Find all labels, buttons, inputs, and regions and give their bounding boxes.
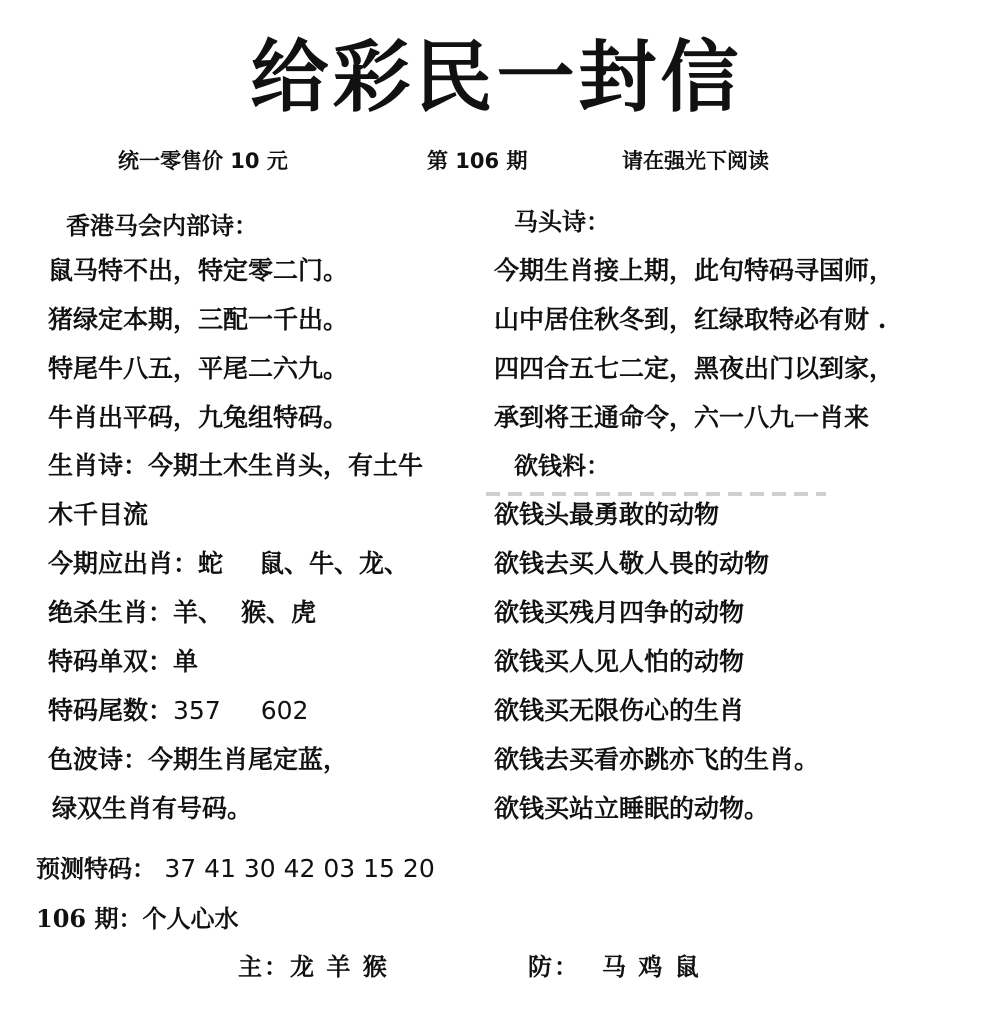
zodiac-poem-line-1 [48, 448, 423, 484]
predict-label: 预测特码： [36, 854, 156, 883]
main-pick-row [238, 950, 389, 984]
print-smear-divider [486, 492, 826, 496]
color-poem-line-1 [48, 742, 348, 778]
horse-poem-line-3: 四四合五七二定，黑夜出门以到家， [494, 354, 895, 383]
should-appear-row [48, 546, 409, 582]
kill-label: 绝杀生肖： [48, 598, 174, 627]
predict-numbers: 37 41 30 42 03 15 20 [164, 854, 435, 883]
odd-even-row [48, 644, 198, 680]
issue-number: 第 106 期 [427, 149, 528, 173]
main-pick-label: 主： [238, 952, 290, 981]
odd-even-value: 单 [173, 647, 199, 676]
zodiac-poem-text: 今期土木生肖头，有土牛 [148, 451, 424, 480]
predict-row [36, 852, 435, 886]
color-poem-line-2: 绿双生肖有号码。 [52, 794, 253, 823]
money-line-1: 欲钱头最勇敢的动物 [494, 500, 720, 529]
money-heading: 欲钱料： [514, 451, 610, 480]
hk-poem-heading: 香港马会内部诗： [66, 211, 258, 240]
money-line-4: 欲钱买人见人怕的动物 [494, 647, 745, 676]
tail-value-2: 602 [260, 696, 309, 725]
guard-pick-label: 防： [528, 952, 580, 981]
zodiac-poem-line-2: 木千目流 [48, 500, 149, 529]
horse-poem-line-4: 承到将王通命令，六一八九一肖来 [494, 403, 870, 432]
money-line-3: 欲钱买残月四争的动物 [494, 598, 745, 627]
tail-row [48, 693, 308, 729]
guard-pick-row [528, 950, 701, 984]
color-poem-label: 色波诗： [48, 745, 149, 774]
should-appear-value-1: 蛇 [198, 549, 224, 578]
money-line-2: 欲钱去买人敬人畏的动物 [494, 549, 770, 578]
hk-poem-line-2: 猪绿定本期，三配一千出。 [48, 305, 349, 334]
issue-tip-label: 106 期： [36, 904, 143, 933]
hk-poem-line-3: 特尾牛八五，平尾二六九。 [48, 354, 349, 383]
money-line-6: 欲钱去买看亦跳亦飞的生肖。 [494, 745, 820, 774]
guard-pick-values: 马 鸡 鼠 [602, 952, 701, 981]
should-appear-label: 今期应出肖： [48, 549, 199, 578]
main-pick-values: 龙 羊 猴 [290, 952, 389, 981]
horse-poem-line-1: 今期生肖接上期，此句特码寻国师， [494, 256, 895, 285]
money-line-5: 欲钱买无限伤心的生肖 [494, 696, 745, 725]
color-poem-text: 今期生肖尾定蓝， [148, 745, 349, 774]
horse-poem-line-2: 山中居住秋冬到，红绿取特必有财 . [494, 305, 887, 334]
kill-row [48, 595, 316, 631]
price-text: 统一零售价 10 元 [118, 149, 288, 173]
money-line-7: 欲钱买站立睡眠的动物。 [494, 794, 770, 823]
tail-value-1: 357 [173, 696, 221, 725]
horse-poem-heading: 马头诗： [514, 207, 610, 236]
hk-poem-line-1: 鼠马特不出，特定零二门。 [48, 256, 349, 285]
issue-tip-row [36, 902, 238, 936]
odd-even-label: 特码单双： [48, 647, 174, 676]
zodiac-poem-label: 生肖诗： [48, 451, 149, 480]
kill-value-1: 羊、 [173, 598, 224, 627]
reading-note: 请在强光下阅读 [622, 149, 769, 173]
tail-label: 特码尾数： [48, 696, 174, 725]
kill-value-2: 猴、虎 [241, 598, 317, 627]
hk-poem-line-4: 牛肖出平码，九兔组特码。 [48, 403, 349, 432]
should-appear-value-2: 鼠、牛、龙、 [259, 549, 410, 578]
issue-tip-text: 个人心水 [142, 904, 239, 933]
page-title: 给彩民一封信 [250, 33, 743, 123]
